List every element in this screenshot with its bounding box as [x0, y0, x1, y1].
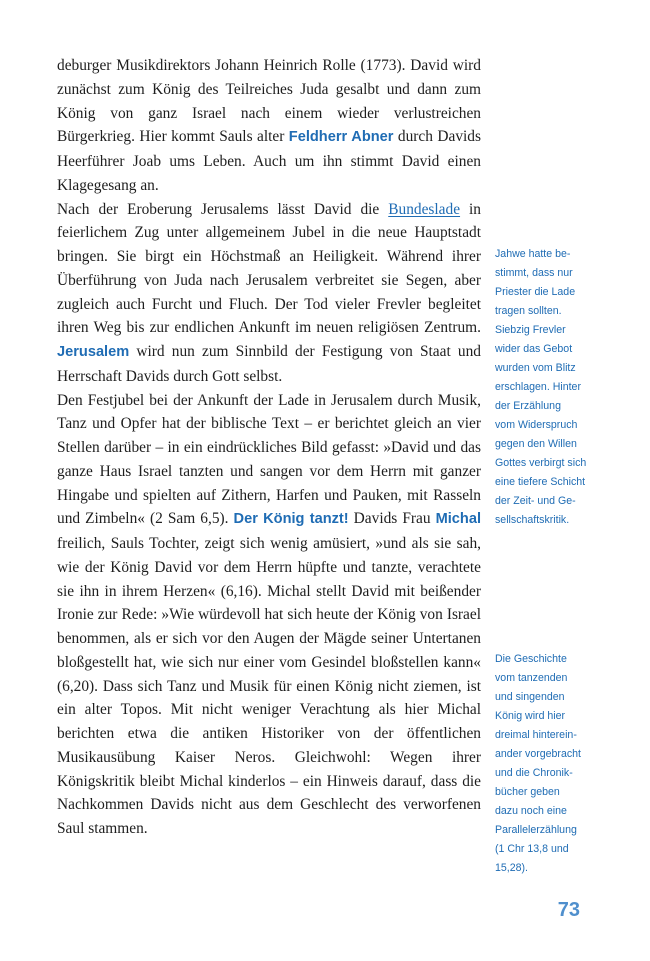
- margin-note-line: vom tanzenden: [495, 672, 568, 684]
- margin-note-line: der Zeit- und Ge-: [495, 495, 576, 507]
- margin-note-line: dazu noch eine: [495, 805, 567, 817]
- margin-note-line: der Erzählung: [495, 400, 561, 412]
- margin-note-line: Die Geschichte: [495, 653, 567, 665]
- margin-note-line: und singenden: [495, 691, 565, 703]
- margin-note-line: wurden vom Blitz: [495, 362, 576, 374]
- text-segment: deburger Musikdirektors Johann Heinrich Rolle (1773). David wird zunächst zum König des Teilreiches Juda gesalbt und dann zum König von ganz Israel nach einem wieder verlustreichen Bürgerkrieg. Hier kommt Sauls alter: [57, 57, 481, 146]
- text-segment: Nach der Eroberung Jerusalems lässt David die: [57, 200, 389, 218]
- margin-note-line: gegen den Willen: [495, 438, 577, 450]
- margin-note-line: stimmt, dass nur: [495, 267, 573, 279]
- highlight-term-jerusalem: Jerusalem: [57, 344, 130, 360]
- margin-note-line: ander vorgebracht: [495, 748, 581, 760]
- page-number: 73: [557, 899, 580, 921]
- margin-note-chronik: [495, 650, 595, 878]
- margin-note-line: vom Widerspruch: [495, 419, 578, 431]
- margin-note-line: (1 Chr 13,8 und: [495, 843, 569, 855]
- margin-note-line: 15,28).: [495, 862, 528, 874]
- text-segment: Den Festjubel bei der Ankunft der Lade in Jerusalem durch Musik, Tanz und Opfer hat der biblische Text – er berichtet gleich an vier Stellen darüber – in ein eindrückliches Bild gefasst: »David und das ganze Haus Israel tanzten und sangen vor dem Herrn mit ganzer Hingabe und spielten auf Zithern, Harfen und Pauken, mit Rasseln und Zimbeln« (2 Sam 6,5).: [57, 391, 481, 528]
- margin-note-line: eine tiefere Schicht: [495, 476, 586, 488]
- margin-note-line: Priester die Lade: [495, 286, 576, 298]
- margin-note-line: Parallelerzählung: [495, 824, 577, 836]
- margin-note-line: tragen sollten.: [495, 305, 562, 317]
- margin-note-line: dreimal hinterein-: [495, 729, 577, 741]
- main-text: [57, 54, 481, 841]
- margin-note-line: Gottes verbirgt sich: [495, 457, 587, 469]
- paragraph-3: [57, 389, 481, 841]
- text-segment: in feierlichem Zug unter allgemeinem Jubel in die neue Hauptstadt bringen. Sie birgt ein Höchstmaß an Heiligkeit. Während ihrer Überführung von Juda nach Jerusalem verbreitet sie Segen, aber zugleich auch Furcht und Fluch. Der Tod vieler Frevler begleitet ihren Weg bis zur endlichen Ankunft im neuen religiösen Zentrum.: [57, 200, 481, 337]
- highlight-term-feldherr-abner: Feldherr Abner: [288, 129, 394, 146]
- highlight-term-michal: Michal: [435, 511, 482, 528]
- margin-note-line: Jahwe hatte be-: [495, 248, 571, 260]
- margin-note-line: erschlagen. Hinter: [495, 381, 581, 393]
- text-segment: Davids Frau: [348, 510, 436, 528]
- margin-note-lade: [495, 245, 595, 530]
- margin-note-line: bücher geben: [495, 786, 560, 798]
- margin-note-line: Siebzig Frevler: [495, 324, 566, 336]
- margin-note-line: sellschaftskritik.: [495, 514, 570, 526]
- highlight-term-der-koenig-tanzt: Der König tanzt!: [233, 511, 349, 528]
- text-segment: durch Davids Heerführer Joab ums Leben. Auch um ihn stimmt David einen Klagegesang an.: [57, 128, 481, 194]
- margin-note-line: und die Chronik-: [495, 767, 573, 779]
- margin-note-line: König wird hier: [495, 710, 566, 722]
- link-bundeslade[interactable]: Bundeslade: [388, 200, 461, 218]
- paragraph-2: [57, 198, 481, 389]
- text-segment: wird nun zum Sinnbild der Festigung von Staat und Herrschaft Davids durch Gott selbst.: [57, 343, 481, 385]
- paragraph-1: [57, 54, 481, 198]
- text-segment: freilich, Sauls Tochter, zeigt sich wenig amüsiert, »und als sie sah, wie der König David vor dem Herrn hüpfte und tanzte, verachtete sie ihn in ihrem Herzen« (6,16). Michal stellt David mit beißender Ironie zur Rede: »Wie würdevoll hat sich heute der König von Israel benommen, als er sich vor den Augen der Mägde seiner Untertanen bloßgestellt hat, wie sich nur einer vom Gesindel bloßstellen kann« (6,20). Dass sich Tanz und Musik für einen König nicht ziemen, ist ein alter Topos. Mit nicht weniger Verachtung als hier Michal berichten etwa die antiken Historiker von der öffentlichen Musikausübung Kaiser Neros. Gleichwohl: Wegen ihrer Königskritik bleibt Michal kinderlos – ein Hinweis darauf, dass die Nachkommen Davids nicht aus dem Geschlecht des verworfenen Saul stammen.: [57, 535, 481, 837]
- margin-note-line: wider das Gebot: [495, 343, 573, 355]
